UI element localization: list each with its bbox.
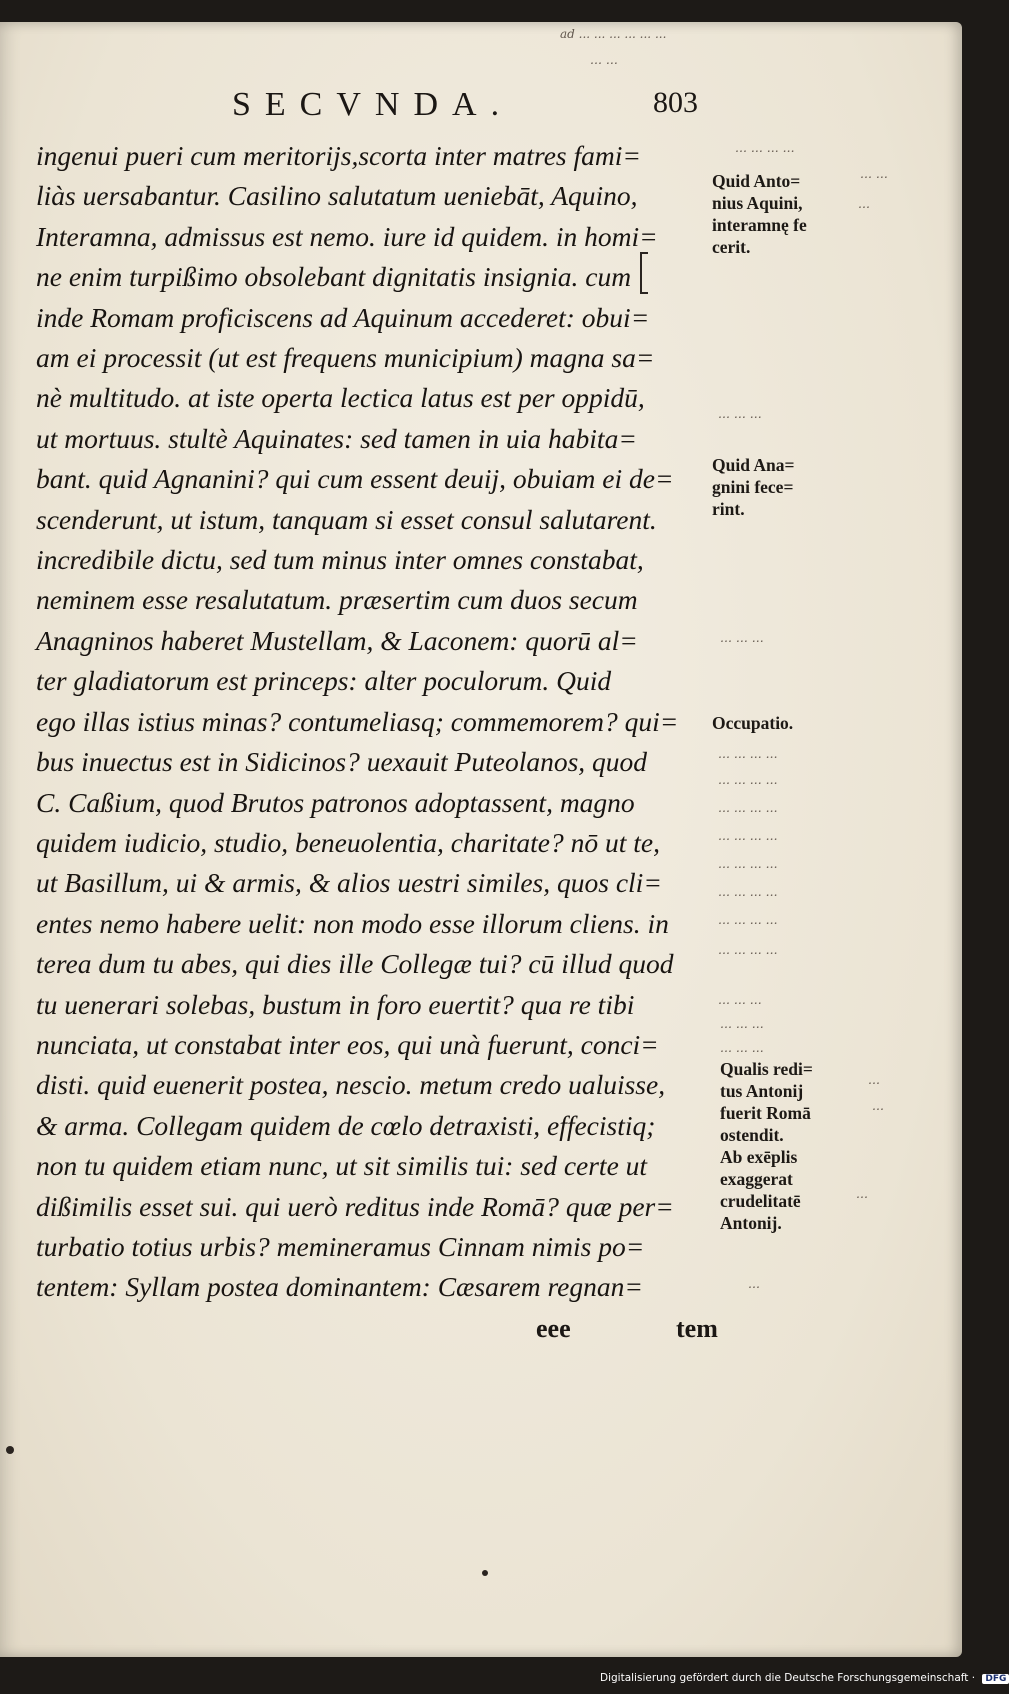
- text-line: nè multitudo. at iste operta lectica latus est per oppidū,: [36, 382, 645, 414]
- marginal-note-antonius-aquini: Quid Anto= nius Aquini, interamnę fe cerit.: [712, 171, 807, 257]
- page-mark-dot: [482, 1570, 488, 1576]
- text-line: turbatio totius urbis? memineramus Cinnam nimis po=: [36, 1230, 645, 1262]
- text-line: entes nemo habere uelit: non modo esse illorum cliens. in: [36, 907, 669, 939]
- text-line: ne enim turpißimo obsolebant dignitatis insignia. cum: [36, 261, 632, 293]
- handwritten-annotation: ...: [872, 1098, 884, 1113]
- handwritten-annotation: ... ... ... ...: [718, 884, 778, 899]
- text-line: Anagninos haberet Mustellam, & Laconem: quorū al=: [36, 624, 638, 656]
- text-line: ut mortuus. stultè Aquinates: sed tamen in uia habita=: [36, 422, 637, 454]
- text-line: tu uenerari solebas, bustum in foro euertit? qua re tibi: [36, 988, 635, 1020]
- text-line: ego illas istius minas? contumeliasq; commemorem? qui=: [36, 705, 679, 737]
- handwritten-annotation: ... ...: [590, 52, 618, 67]
- text-line: C. Caßium, quod Brutos patronos adoptassent, magno: [36, 786, 635, 818]
- catchword: tem: [676, 1314, 718, 1343]
- handwritten-annotation: ... ... ...: [720, 630, 764, 645]
- text-line: ingenui pueri cum meritorijs,scorta inter matres fami=: [36, 140, 641, 171]
- text-line: nunciata, ut constabat inter eos, qui unà fuerunt, conci=: [36, 1028, 659, 1060]
- handwritten-annotation: ... ...: [860, 166, 888, 181]
- handwritten-annotation: ... ... ... ...: [718, 856, 778, 871]
- handwritten-annotation: ... ... ... ...: [735, 140, 795, 155]
- text-line: am ei processit (ut est frequens municipium) magna sa=: [36, 342, 655, 374]
- text-line: bant. quid Agnanini? qui cum essent deuij, obuiam ei de=: [36, 463, 674, 495]
- text-line: incredibile dictu, sed tum minus inter omnes constabat,: [36, 544, 644, 576]
- marginal-note-anagnini: Quid Ana= gnini fece= rint.: [712, 455, 795, 519]
- handwritten-annotation: ... ... ...: [718, 992, 762, 1007]
- text-line: terea dum tu abes, qui dies ille Collegæ tui? cū illud quod: [36, 948, 674, 980]
- handwritten-annotation: ... ... ...: [718, 406, 762, 421]
- handwritten-annotation: ... ... ... ...: [718, 772, 778, 787]
- handwritten-annotation: ... ... ...: [720, 1016, 764, 1031]
- text-line: ter gladiatorum est princeps: alter poculorum. Quid: [36, 665, 612, 697]
- handwritten-annotation: ...: [868, 1072, 880, 1087]
- text-line: Interamna, admissus est nemo. iure id quidem. in homi=: [36, 220, 658, 252]
- page-mark-dot: [6, 1446, 14, 1454]
- handwritten-annotation: ... ... ... ...: [718, 912, 778, 927]
- dfg-logo: DFG: [982, 1674, 1009, 1684]
- catchword-signature: eee: [536, 1314, 571, 1343]
- text-line: neminem esse resalutatum. præsertim cum duos secum: [36, 584, 638, 616]
- marginal-note-reditus: Qualis redi= tus Antonij fuerit Romā ostendit. Ab exēplis exaggerat crudelitatē Antonij.: [720, 1059, 813, 1233]
- handwritten-annotation: ad ... ... ... ... ... ...: [560, 27, 667, 41]
- digitization-credit-text: Digitalisierung gefördert durch die Deutsche Forschungsgemeinschaft ·: [600, 1672, 976, 1684]
- margin-bracket-mark: [640, 252, 648, 294]
- digitization-credit: [600, 1672, 1009, 1684]
- text-line: & arma. Collegam quidem de cœlo detraxisti, effecistiq;: [36, 1109, 656, 1141]
- marginal-note-occupatio: Occupatio.: [712, 713, 794, 733]
- handwritten-annotation: ... ... ... ...: [718, 942, 778, 957]
- text-line: quidem iudicio, studio, beneuolentia, charitate? nō ut te,: [36, 826, 661, 858]
- text-line: liàs uersabantur. Casilino salutatum ueniebāt, Aquino,: [36, 180, 638, 212]
- text-line: disti. quid euenerit postea, nescio. metum credo ualuisse,: [36, 1069, 666, 1101]
- main-text-block: [36, 136, 716, 1308]
- text-line: dißimilis esset sui. qui uerò reditus inde Romā? quæ per=: [36, 1190, 674, 1222]
- handwritten-annotation: ... ... ...: [720, 1040, 764, 1055]
- page-number: 803: [653, 86, 698, 119]
- handwritten-annotation: ... ... ... ...: [718, 828, 778, 843]
- handwritten-annotation: ... ... ... ...: [718, 746, 778, 761]
- text-line: scenderunt, ut istum, tanquam si esset consul salutarent.: [36, 503, 657, 535]
- text-line: non tu quidem etiam nunc, ut sit similis tui: sed certe ut: [36, 1150, 648, 1182]
- handwritten-annotation: ... ... ... ...: [718, 800, 778, 815]
- handwritten-annotation: ...: [748, 1276, 760, 1291]
- text-line: bus inuectus est in Sidicinos? uexauit Puteolanos, quod: [36, 746, 648, 778]
- text-line: tentem: Syllam postea dominantem: Cæsarem regnan=: [36, 1271, 643, 1303]
- running-head: SECVNDA.: [232, 86, 514, 123]
- handwritten-annotation: ...: [858, 196, 870, 211]
- text-line: inde Romam proficiscens ad Aquinum accederet: obui=: [36, 301, 650, 333]
- text-line: ut Basillum, ui & armis, & alios uestri similes, quos cli=: [36, 867, 662, 899]
- handwritten-annotation: ...: [856, 1186, 868, 1201]
